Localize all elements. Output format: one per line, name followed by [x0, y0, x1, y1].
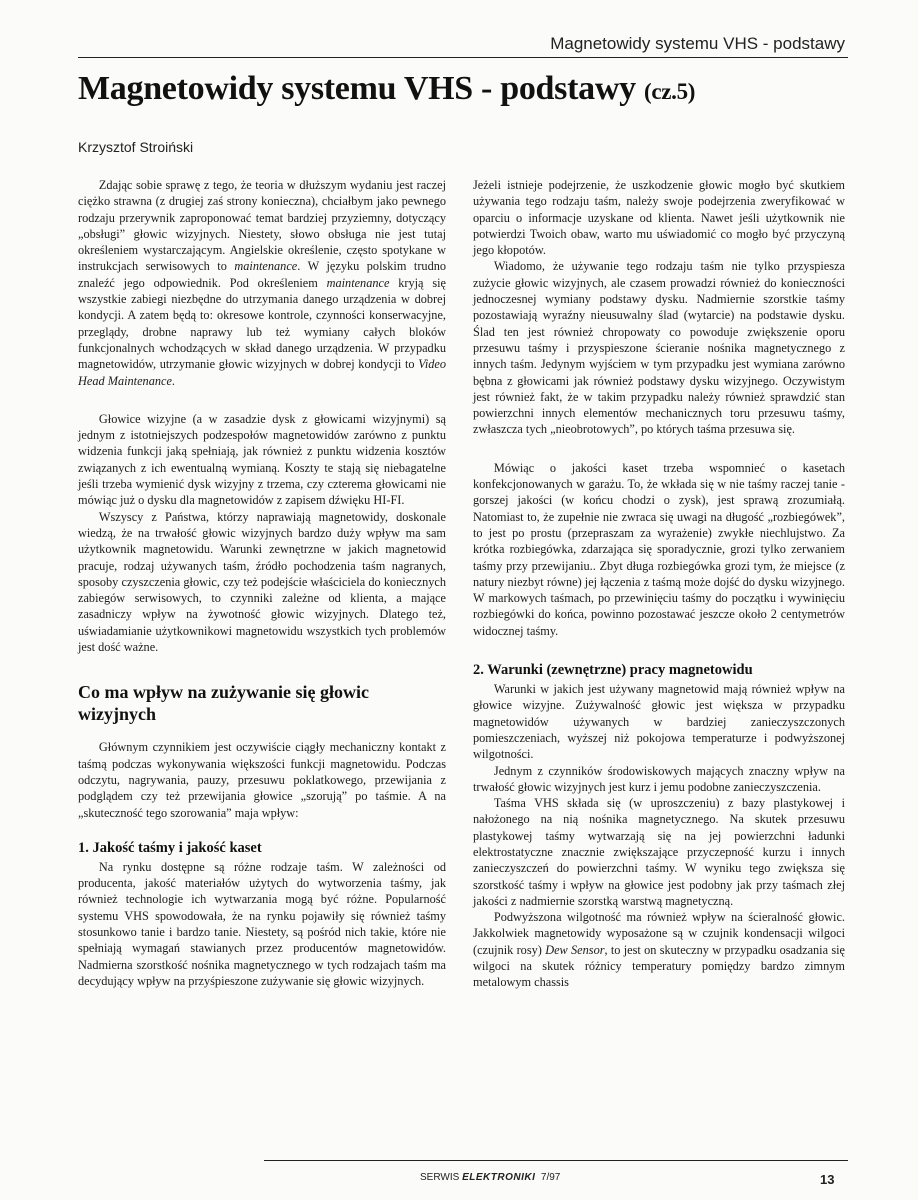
- text-run: .: [171, 373, 175, 388]
- right-column: [473, 177, 845, 991]
- article-author: Krzysztof Stroiński: [78, 139, 194, 155]
- emphasis: maintenance: [326, 275, 390, 290]
- text-run: Zdając sobie sprawę z tego, że teoria w dłuższym wydaniu jest raczej ciężko strawna (z drugiej zaś strony konieczna), chciałbym jako pewnego rodzaju przerywnik zaproponować temat bardziej przyziemny, dotyczący „obsługi” głowic wizyjnych. Niestety, słowo obsługa nie jest tutaj określeniem wystarczającym. Angielskie określenie, często spotykane w instrukcjach serwisowych to: [78, 178, 446, 274]
- magazine-brand: ELEKTRONIKI: [462, 1172, 536, 1183]
- magazine-prefix: SERWIS: [420, 1172, 460, 1183]
- text-run: . W języku polskim trudno znaleźć jego odpowiednik. Pod określeniem: [78, 259, 447, 290]
- paragraph: Na rynku dostępne są różne rodzaje taśm. W zależności od producenta, jakość materiałów użytych do wytworzenia taśmy, jak również technologie ich wytwarzania mogą być różne. Popularność systemu VHS spowodowała, że na rynku pojawiły się również taśmy stosunkowo tanie i bardzo tanie. Niestety, są pośród nich takie, które nie spełniają wymagań stawianych przez producentów magnetowidów. Nadmierna szorstkość nośnika magnetycznego w tych rodzajach taśm ma decydujący wpływ na przyśpieszone zużywanie się głowic wizyjnych.: [78, 859, 446, 988]
- subsection-heading: 2. Warunki (zewnętrzne) pracy magnetowidu: [473, 662, 753, 679]
- paragraph: Głowice wizyjne (a w zasadzie dysk z głowicami wizyjnymi) są jednym z istotniejszych podzespołów magnetowidów zarówno z punktu widzenia funkcji jaką spełniają, jak również z punktu widzenia kosztów związanych z ich ewentualną wymianą. Koszty te stają się niebagatelne jeśli trzeba wymienić dysk wizyjny z trzema, czy czterema głowicami nie mówiąc już o dysku dla magnetowidów z zapisem dźwięku HI-FI.: [78, 411, 446, 508]
- emphasis: maintenance: [234, 259, 298, 274]
- page-number: 13: [820, 1172, 835, 1187]
- header-rule: [78, 57, 848, 58]
- footer-magazine: [420, 1172, 560, 1183]
- paragraph: [78, 177, 446, 389]
- article-title-text: Magnetowidy systemu VHS - podstawy: [78, 70, 636, 107]
- footer-rule: [264, 1160, 848, 1161]
- text-run: , to jest on skuteczny w przypadku osadzania się wilgoci na skutek różnicy temperatury pomiędzy bardzo zimnym metalowym chassis: [473, 942, 846, 990]
- paragraph: Wszyscy z Państwa, którzy naprawiają magnetowidy, doskonale wiedzą, że na trwałość głowic wizyjnych bardzo duży wpływ ma sam użytkownik magnetowidu. Warunki zewnętrzne w jakich magnetowid pracuje, rodzaj używanych taśm, źródło pochodzenia taśm nagranych, sposoby czyszczenia głowic, czy też podejście właściciela do koniecznych zabiegów serwisowych, to czynniki zależne od klienta, a mające zasadniczy wpływ na żywotność głowic wizyjnych. Dlatego też, uświadamianie użytkownikowi magnetowidu wszystkich tych problemów jest dość ważne.: [78, 509, 446, 655]
- paragraph: Mówiąc o jakości kaset trzeba wspomnieć o kasetach konfekcjonowanych w garażu. To, że wkłada się w nie taśmy raczej tanie - gorszej jakości (w końcu chodzi o zysk), jest sprawą zrozumiałą. Natomiast to, że zupełnie nie zwraca się uwagi na długość „rozbiegówek”, to jest po prostu (przepraszam za wyrażenie) zwykłe niechlujstwo. Za krótka rozbiegówka, zdarzająca się sporadycznie, grozi tylko zerwaniem taśmy przy przewijaniu.. Zbyt długa rozbiegówka grozi tym, że miejsce (z natury niezbyt równe) jej łączenia z taśmą może dojść do dysku wizyjnego. W markowych taśmach, po przewinięciu taśmy do początku i wywinięciu rozbiegówki do końca, powinno pozostawać jeszcze około 2 centymetrów widocznej taśmy.: [473, 460, 845, 638]
- paragraph: [473, 909, 845, 990]
- paragraph: Jeżeli istnieje podejrzenie, że uszkodzenie głowic mogło być skutkiem używania tego rodzaju taśm, należy swoje podejrzenia zweryfikować w oparciu o informacje uzyskane od klienta. Nawet jeśli użytkownik nie potwierdzi Twoich obaw, warto mu uświadomić co mogło być przyczyną jego kłopotów.: [473, 178, 845, 258]
- subsection-heading: 1. Jakość taśmy i jakość kaset: [78, 839, 262, 856]
- paragraph: Głównym czynnikiem jest oczywiście ciągły mechaniczny kontakt z taśmą podczas wykonywania większości funkcji magnetowidu. Podczas odczytu, nagrywania, pauzy, przesuwu poklatkowego, przewijania z podglądem czy też przewijania głowice „szorują” po taśmie. A na „skuteczność tego szorowania” maja wpływ:: [78, 740, 446, 820]
- paragraph: Taśma VHS składa się (w uproszczeniu) z bazy plastykowej i nałożonego na nią nośnika magnetycznego. Na skutek przesuwu plastykowej taśmy wytwarzają się na jej powierzchni ładunki elektrostatyczne znacznie zwiększające przyczepność kurzu i innych zanieczyszczeń do powierzchni taśmy. W wyniku tego zwiększa się szorstkość taśmy i wpływ na głowice jest podobny jak przy taśmach złej jakości z nadmiernie szorstką warstwą magnetyczną.: [473, 796, 845, 908]
- text-run: Podwyższona wilgotność ma również wpływ na ścieralność głowic. Jakkolwiek magnetowidy wyposażone są w czujnik kondensacji wilgoci (czujnik rosy): [473, 910, 845, 957]
- article-title: [78, 70, 695, 108]
- left-column: [78, 177, 446, 989]
- emphasis: Dew Sensor: [545, 942, 605, 957]
- issue-number: 7/97: [540, 1172, 561, 1183]
- paragraph: Jednym z czynników środowiskowych mających znaczny wpływ na trwałość głowic wizyjnych jest kurz i jemu podobne zanieczyszczenia.: [473, 763, 845, 794]
- paragraph: Wiadomo, że używanie tego rodzaju taśm nie tylko przyspiesza zużycie głowic wizyjnych, ale czasem prowadzi również do konieczności jednoczesnej wymiany podstawy dysku. Nadmiernie szorstkie taśmy pozostawiają wyraźny nieusuwalny ślad (wytarcie) na podstawie dysku. Ślad ten jest również chropowaty co powoduje zwiększenie oporu przesuwu taśmy i przyspieszone ścieranie nośnika magnetycznego z innych taśm. Jedynym wyjściem w tym przypadku jest wymiana zarówno bębna z głowicami jak również podstawy dysku wizyjnego. Oczywistym jest również fakt, że w takim przypadku należy również sprawdzić stan powierzchni innych elementów mechanicznych toru przesuwu taśmy, zwłaszcza tych „nieobrotowych”, po których taśma przesuwa się.: [473, 259, 845, 437]
- paragraph: Warunki w jakich jest używany magnetowid mają również wpływ na głowice wizyjne. Zużywalność głowic jest większa w przypadku magnetowidów używanych w bardziej zanieczyszczonych pomieszczeniach, wyższej niż pokojowa temperaturze i podwyższonej wilgotności.: [473, 682, 845, 762]
- text-run: kryją się wszystkie zabiegi niezbędne do utrzymania danego urządzenia w dobrej kondycji. A zatem będą to: okresowe kontrole, czynności konserwacyjne, przeglądy, drobne naprawy lub też wymiany całych bloków funkcjonalnych wchodzących w skład danego urządzenia. W przypadku magnetowidów, utrzymanie głowic wizyjnych w dobrej kondycji to: [78, 275, 446, 372]
- article-part: (cz.5): [643, 79, 696, 104]
- running-header: Magnetowidy systemu VHS - podstawy: [550, 34, 845, 53]
- emphasis: Video Head Maintenance: [78, 357, 446, 388]
- section-heading: Co ma wpływ na zużywanie się głowic wizyjnych: [78, 682, 369, 725]
